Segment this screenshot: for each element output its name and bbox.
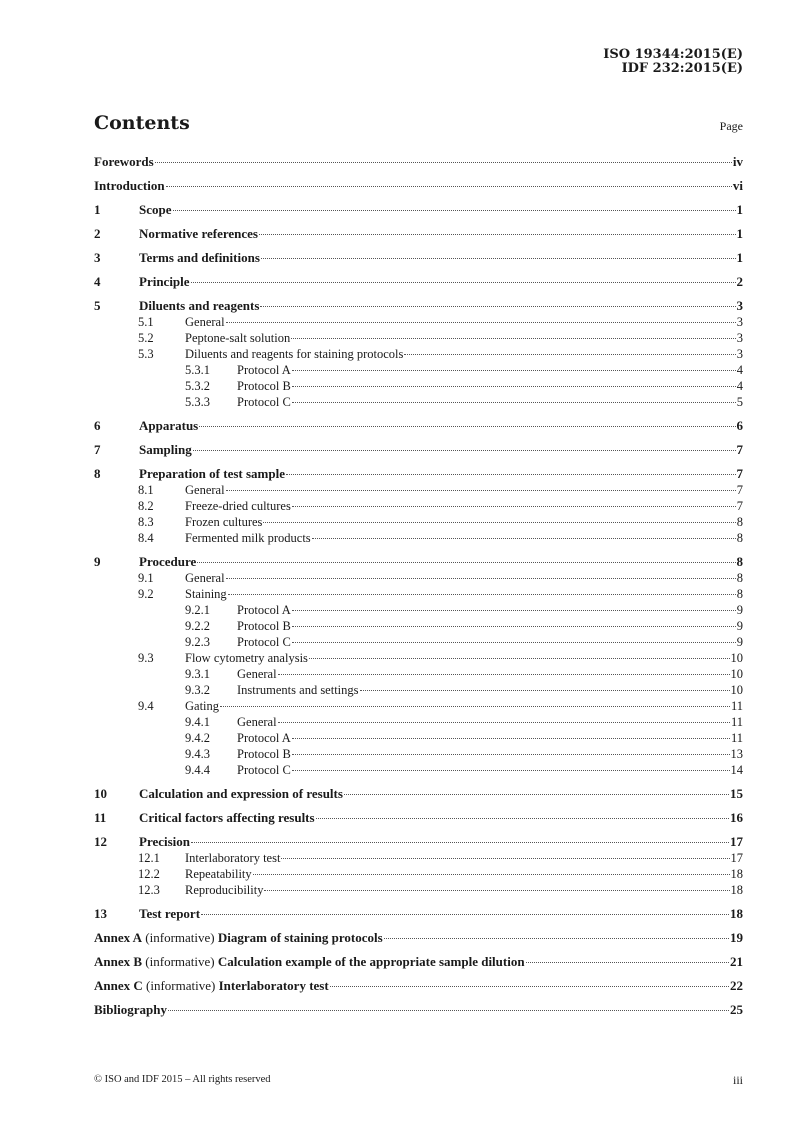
dot-leader — [261, 258, 736, 259]
standard-designation — [603, 48, 743, 76]
toc-entry-page: 3 — [736, 331, 743, 345]
toc-entry[interactable] — [94, 762, 743, 778]
toc-entry[interactable] — [94, 362, 743, 378]
toc-entry-page: 9 — [736, 619, 743, 633]
dot-leader — [173, 210, 736, 211]
toc-entry[interactable] — [94, 650, 743, 666]
toc-entry[interactable] — [94, 250, 743, 266]
toc-entry-title: Terms and definitions — [139, 250, 260, 265]
toc-entry-number: 8.3 — [138, 515, 154, 529]
toc-entry[interactable] — [94, 554, 743, 570]
toc-entry[interactable] — [94, 314, 743, 330]
toc-entry[interactable] — [94, 154, 743, 170]
toc-entry[interactable] — [94, 482, 743, 498]
dot-leader — [309, 658, 730, 659]
dot-leader — [292, 642, 736, 643]
dot-leader — [260, 306, 735, 307]
toc-entry-title: Interlaboratory test — [218, 978, 329, 993]
dot-leader — [228, 594, 736, 595]
dot-leader — [168, 1010, 729, 1011]
toc-entry-page: 11 — [730, 715, 743, 729]
toc-entry-title: Protocol A — [237, 731, 291, 745]
toc-entry-number: 2 — [94, 226, 101, 241]
toc-entry-title: Flow cytometry analysis — [185, 651, 308, 665]
toc-entry-title: Reproducibility — [185, 883, 264, 897]
dot-leader — [384, 938, 729, 939]
toc-entry[interactable] — [94, 866, 743, 882]
toc-entry-page: 8 — [736, 571, 743, 585]
toc-entry-number: 12.3 — [138, 883, 160, 897]
toc-entry-number: 9.4.4 — [185, 763, 210, 777]
toc-entry-number: 5.3.1 — [185, 363, 210, 377]
toc-entry-page: 10 — [730, 683, 743, 697]
toc-entry-page: 18 — [730, 883, 743, 897]
toc-entry-page: 5 — [736, 395, 743, 409]
toc-entry-title-wrap — [94, 514, 737, 530]
toc-entry-title-wrap — [94, 834, 730, 850]
dot-leader — [191, 842, 729, 843]
toc-entry-page: 10 — [730, 667, 743, 681]
toc-entry-number: 9.2.2 — [185, 619, 210, 633]
dot-leader — [360, 690, 730, 691]
toc-entry[interactable] — [94, 178, 743, 194]
toc-entry-title: Protocol B — [237, 619, 291, 633]
toc-entry-title-wrap — [94, 202, 737, 218]
toc-entry[interactable] — [94, 786, 743, 802]
toc-entry-title: Calculation example of the appropriate sample dilution — [217, 954, 525, 969]
page-column-label: Page — [719, 119, 743, 133]
toc-entry-title-wrap — [94, 442, 737, 458]
toc-entry[interactable] — [94, 514, 743, 530]
toc-entry-title-wrap — [94, 498, 737, 514]
dot-leader — [197, 562, 735, 563]
dot-leader — [253, 874, 730, 875]
toc-entry-title-wrap — [94, 866, 731, 882]
dot-leader — [316, 818, 729, 819]
toc-entry[interactable] — [94, 954, 743, 970]
dot-leader — [278, 674, 730, 675]
toc-entry-title: Gating — [185, 699, 220, 713]
toc-entry-number: 12.1 — [138, 851, 160, 865]
toc-entry-page: 7 — [736, 499, 743, 513]
toc-entry-title: Interlaboratory test — [185, 851, 281, 865]
dot-leader — [191, 282, 736, 283]
dot-leader — [292, 386, 736, 387]
toc-entry-page: 25 — [730, 1002, 743, 1017]
toc-entry-number: 9.2.3 — [185, 635, 210, 649]
toc-entry-number: 5.1 — [138, 315, 154, 329]
toc-entry-title: Fermented milk products — [185, 531, 311, 545]
page-number: iii — [732, 1073, 743, 1087]
toc-entry-title: Forewords — [94, 154, 154, 169]
toc-entry-title: Precision — [139, 834, 191, 849]
toc-entry-title-wrap — [94, 418, 737, 434]
dot-leader — [404, 354, 735, 355]
toc-entry-page: 3 — [736, 347, 743, 361]
toc-entry-number: 5.3.3 — [185, 395, 210, 409]
dot-leader — [155, 162, 732, 163]
toc-entry[interactable] — [94, 498, 743, 514]
toc-entry-title: Bibliography — [94, 1002, 167, 1017]
toc-entry-title: Protocol C — [237, 395, 291, 409]
dot-leader — [292, 626, 736, 627]
toc-entry-title: General — [237, 715, 277, 729]
dot-leader — [193, 450, 736, 451]
toc-entry-title-wrap — [94, 178, 733, 194]
annex-type: (informative) — [145, 930, 215, 945]
toc-entry-number: 8.4 — [138, 531, 154, 545]
annex-label: Annex C — [94, 978, 143, 993]
toc-entry-title-wrap — [94, 586, 737, 602]
toc-entry[interactable] — [94, 618, 743, 634]
toc-entry-page: 1 — [736, 202, 743, 217]
toc-entry[interactable] — [94, 394, 743, 410]
toc-entry-title: Staining — [185, 587, 227, 601]
toc-entry-title: Test report — [139, 906, 201, 921]
dot-leader — [286, 474, 736, 475]
toc-entry-number: 9.1 — [138, 571, 154, 585]
toc-entry-number: 3 — [94, 250, 101, 265]
dot-leader — [291, 338, 736, 339]
toc-entry-title-wrap — [94, 906, 730, 922]
toc-entry-page: 18 — [730, 867, 743, 881]
dot-leader — [292, 610, 736, 611]
toc-entry-page: 6 — [736, 418, 743, 433]
toc-entry-title: Freeze-dried cultures — [185, 499, 291, 513]
toc-entry-page: 1 — [736, 226, 743, 241]
toc-entry[interactable] — [94, 850, 743, 866]
toc-entry-title-wrap — [94, 482, 737, 498]
toc-entry-title: Frozen cultures — [185, 515, 263, 529]
toc-entry-title-wrap — [94, 570, 737, 586]
dot-leader — [330, 986, 729, 987]
toc-entry-title-wrap — [94, 554, 737, 570]
toc-entry-page: 7 — [736, 483, 743, 497]
dot-leader — [526, 962, 729, 963]
dot-leader — [292, 506, 736, 507]
toc-entry-page: 14 — [730, 763, 743, 777]
toc-entry[interactable] — [94, 834, 743, 850]
toc-entry-page: 4 — [736, 379, 743, 393]
toc-entry-page: 9 — [736, 635, 743, 649]
toc-entry[interactable] — [94, 1002, 743, 1018]
dot-leader — [281, 858, 729, 859]
toc-entry-number: 9.2 — [138, 587, 154, 601]
toc-entry[interactable] — [94, 730, 743, 746]
toc-entry-title: Apparatus — [139, 418, 199, 433]
toc-entry-page: 1 — [736, 250, 743, 265]
copyright-notice: © ISO and IDF 2015 – All rights reserved — [94, 1074, 271, 1085]
toc-entry-title-wrap — [94, 930, 730, 946]
dot-leader — [292, 402, 736, 403]
toc-entry[interactable] — [94, 298, 743, 314]
toc-entry-title-wrap — [94, 154, 733, 170]
toc-entry[interactable] — [94, 682, 743, 698]
toc-entry-page: 19 — [730, 930, 743, 945]
toc-entry[interactable] — [94, 634, 743, 650]
toc-entry[interactable] — [94, 586, 743, 602]
annex-label: Annex A — [94, 930, 143, 945]
toc-entry-title: Protocol C — [237, 635, 291, 649]
toc-entry-number: 5.2 — [138, 331, 154, 345]
toc-entry-number: 9 — [94, 554, 101, 569]
toc-entry[interactable] — [94, 442, 743, 458]
dot-leader — [201, 914, 729, 915]
toc-entry-title: General — [185, 315, 225, 329]
toc-entry-title: Repeatability — [185, 867, 252, 881]
toc-entry[interactable] — [94, 810, 743, 826]
toc-entry-number: 10 — [94, 786, 107, 801]
toc-entry[interactable] — [94, 978, 743, 994]
toc-entry-number: 9.4.2 — [185, 731, 210, 745]
dot-leader — [226, 578, 736, 579]
annex-label: Annex B — [94, 954, 143, 969]
toc-entry-number: 11 — [94, 810, 107, 825]
toc-entry[interactable] — [94, 698, 743, 714]
toc-entry-title-wrap — [94, 882, 731, 898]
toc-entry-number: 9.2.1 — [185, 603, 210, 617]
dot-leader — [292, 770, 730, 771]
dot-leader — [226, 322, 736, 323]
toc-entry[interactable] — [94, 906, 743, 922]
toc-entry[interactable] — [94, 330, 743, 346]
toc-entry-title: Diluents and reagents — [139, 298, 260, 313]
toc-entry-page: 11 — [730, 731, 743, 745]
toc-entry-page: 7 — [736, 442, 743, 457]
dot-leader — [199, 426, 735, 427]
toc-entry-page: 8 — [736, 554, 743, 569]
dot-leader — [292, 370, 736, 371]
toc-entry-title: Procedure — [139, 554, 197, 569]
toc-entry-number: 13 — [94, 906, 107, 921]
toc-entry-title-wrap — [94, 330, 737, 346]
toc-entry-title: Critical factors affecting results — [139, 810, 315, 825]
toc-entry[interactable] — [94, 882, 743, 898]
toc-entry-title-wrap — [94, 786, 730, 802]
toc-entry-number: 9.3.2 — [185, 683, 210, 697]
toc-entry-title: Protocol B — [237, 379, 291, 393]
toc-entry[interactable] — [94, 714, 743, 730]
toc-entry-title: Diluents and reagents for staining protocols — [185, 347, 404, 361]
toc-entry-number: 9.4.1 — [185, 715, 210, 729]
toc-entry[interactable] — [94, 930, 743, 946]
toc-entry-title-wrap — [94, 298, 737, 314]
toc-entry[interactable] — [94, 346, 743, 362]
toc-entry-title-wrap — [94, 850, 731, 866]
toc-entry-page: 16 — [730, 810, 743, 825]
toc-entry-page: 2 — [736, 274, 743, 289]
toc-entry-title-wrap — [94, 650, 731, 666]
toc-entry-title: Principle — [139, 274, 190, 289]
toc-entry[interactable] — [94, 530, 743, 546]
dot-leader — [166, 186, 732, 187]
toc-entry-number: 4 — [94, 274, 101, 289]
toc-entry[interactable] — [94, 274, 743, 290]
dot-leader — [264, 890, 729, 891]
toc-entry-title-wrap — [94, 698, 731, 714]
toc-entry-page: 8 — [736, 515, 743, 529]
toc-entry-title: Protocol A — [237, 603, 291, 617]
toc-entry-number: 5 — [94, 298, 101, 313]
toc-entry-page: 22 — [730, 978, 743, 993]
toc-entry-page: 4 — [736, 363, 743, 377]
annex-type: (informative) — [146, 978, 216, 993]
toc-entry[interactable] — [94, 570, 743, 586]
dot-leader — [312, 538, 736, 539]
toc-entry-title: Preparation of test sample — [139, 466, 285, 481]
toc-entry-number: 9.3 — [138, 651, 154, 665]
toc-entry-page: 11 — [730, 699, 743, 713]
toc-entry-title: Peptone-salt solution — [185, 331, 291, 345]
toc-entry-page: 10 — [730, 651, 743, 665]
dot-leader — [220, 706, 730, 707]
toc-entry-title: Scope — [139, 202, 172, 217]
dot-leader — [226, 490, 736, 491]
toc-entry[interactable] — [94, 602, 743, 618]
toc-entry-number: 1 — [94, 202, 101, 217]
toc-entry-page: 3 — [736, 315, 743, 329]
toc-entry-number: 12 — [94, 834, 107, 849]
toc-entry-number: 9.4 — [138, 699, 154, 713]
toc-entry[interactable] — [94, 202, 743, 218]
toc-entry[interactable] — [94, 378, 743, 394]
toc-entry-number: 9.4.3 — [185, 747, 210, 761]
toc-entry-title: Protocol C — [237, 763, 291, 777]
toc-entry-page: 8 — [736, 587, 743, 601]
iso-designation: ISO 19344:2015(E) — [603, 47, 743, 62]
toc-entry-title-wrap — [94, 810, 730, 826]
toc-entry-page: 7 — [736, 466, 743, 481]
toc-entry-title: General — [185, 571, 225, 585]
toc-entry-number: 8.2 — [138, 499, 154, 513]
toc-entry-page: 17 — [730, 851, 743, 865]
toc-entry-number: 8 — [94, 466, 101, 481]
dot-leader — [263, 522, 735, 523]
toc-entry-number: 12.2 — [138, 867, 160, 881]
toc-entry-title: Introduction — [94, 178, 165, 193]
toc-entry[interactable] — [94, 746, 743, 762]
toc-entry-page: iv — [732, 154, 743, 169]
toc-entry-page: 15 — [730, 786, 743, 801]
toc-entry-title: Sampling — [139, 442, 192, 457]
toc-entry-number: 6 — [94, 418, 101, 433]
dot-leader — [259, 234, 736, 235]
dot-leader — [344, 794, 729, 795]
toc-entry-title-wrap — [94, 1002, 730, 1018]
toc-entry-title-wrap — [94, 978, 730, 994]
toc-entry-title: General — [237, 667, 277, 681]
toc-entry-page: 9 — [736, 603, 743, 617]
toc-entry-title: Instruments and settings — [237, 683, 359, 697]
toc-entry-title: Calculation and expression of results — [139, 786, 343, 801]
toc-entry-number: 7 — [94, 442, 101, 457]
toc-entry[interactable] — [94, 666, 743, 682]
dot-leader — [292, 738, 730, 739]
dot-leader — [292, 754, 730, 755]
toc-entry-page: 21 — [730, 954, 743, 969]
toc-entry-page: 3 — [736, 298, 743, 313]
table-of-contents — [94, 154, 743, 1018]
toc-entry[interactable] — [94, 226, 743, 242]
toc-entry-title: Normative references — [139, 226, 258, 241]
annex-type: (informative) — [145, 954, 215, 969]
toc-entry-page: 8 — [736, 531, 743, 545]
toc-entry-title-wrap — [94, 226, 737, 242]
toc-entry-title: Protocol B — [237, 747, 291, 761]
toc-entry-page: 17 — [730, 834, 743, 849]
toc-entry-page: 13 — [730, 747, 743, 761]
toc-entry-title: Diagram of staining protocols — [217, 930, 383, 945]
toc-entry-title-wrap — [94, 250, 737, 266]
toc-entry-number: 8.1 — [138, 483, 154, 497]
toc-entry-page: vi — [732, 178, 743, 193]
toc-entry-title: Protocol A — [237, 363, 291, 377]
toc-entry-title-wrap — [94, 346, 737, 362]
toc-entry-title: General — [185, 483, 225, 497]
toc-entry-number: 5.3 — [138, 347, 154, 361]
toc-entry[interactable] — [94, 418, 743, 434]
toc-entry[interactable] — [94, 466, 743, 482]
toc-entry-title-wrap — [94, 466, 737, 482]
toc-entry-number: 9.3.1 — [185, 667, 210, 681]
contents-heading: Contents — [94, 112, 190, 134]
toc-entry-title-wrap — [94, 530, 737, 546]
toc-entry-title-wrap — [94, 314, 737, 330]
toc-entry-number: 5.3.2 — [185, 379, 210, 393]
dot-leader — [278, 722, 730, 723]
toc-entry-title-wrap — [94, 954, 730, 970]
toc-entry-title-wrap — [94, 274, 737, 290]
toc-entry-page: 18 — [730, 906, 743, 921]
idf-designation: IDF 232:2015(E) — [621, 61, 743, 76]
